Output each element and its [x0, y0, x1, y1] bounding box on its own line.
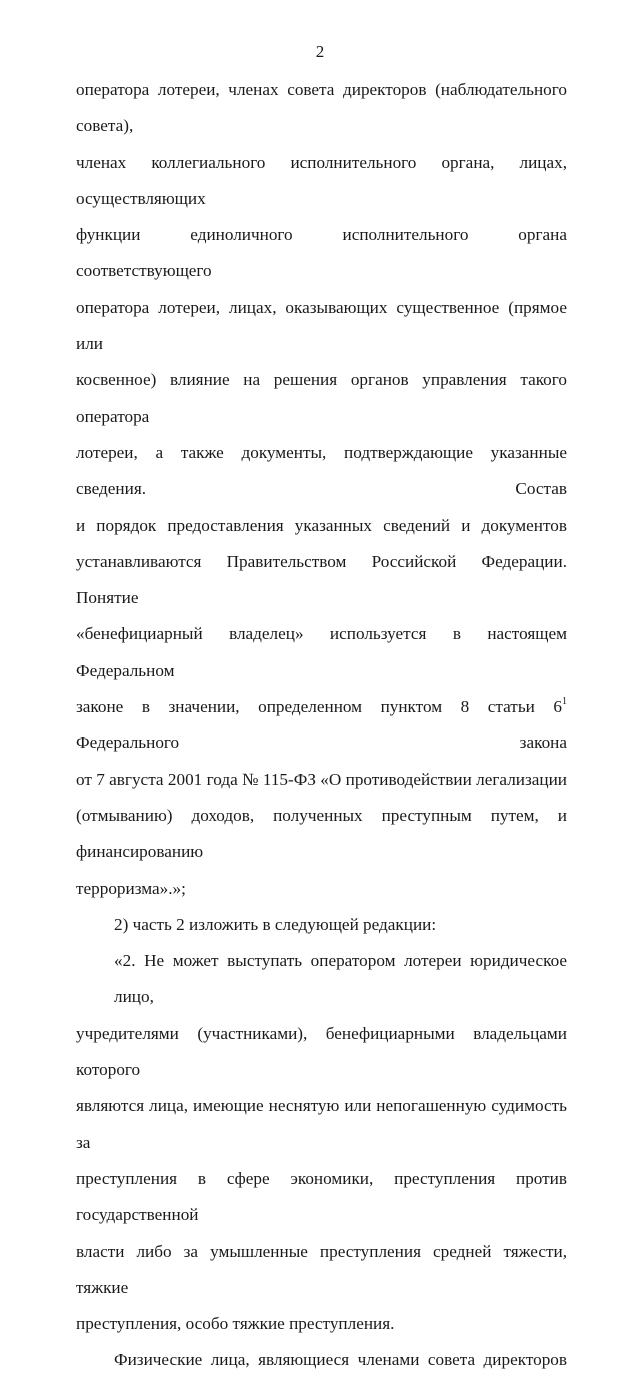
text-line: устанавливаются Правительством Российской Федерации. Понятие [76, 551, 567, 608]
text-line: (отмыванию) доходов, полученных преступным путем, и финансированию [76, 805, 567, 862]
text-line: «бенефициарный владелец» используется в настоящем Федеральном [76, 624, 567, 680]
text-fragment: Федерального закона [76, 733, 567, 753]
text-line: функции единоличного исполнительного органа соответствующего [76, 225, 567, 281]
text-line: лотереи, а также документы, подтверждающие указанные сведения. Состав [76, 442, 567, 499]
text-line: учредителями (участниками), бенефициарными владельцами которого [76, 1023, 567, 1080]
document-body [76, 72, 567, 1379]
text-line: являются лица, имеющие неснятую или непогашенную судимость за [76, 1096, 567, 1152]
text-line: и порядок предоставления указанных сведений и документов [76, 515, 567, 535]
text-line: оператора лотереи, членах совета директоров (наблюдательного совета), [76, 80, 567, 136]
text-line: 2) часть 2 изложить в следующей редакции: [114, 914, 437, 934]
text-line: оператора лотереи, лицах, оказывающих существенное (прямое или [76, 297, 567, 354]
text-line: от 7 августа 2001 года № 115-ФЗ «О противодействии легализации [76, 769, 567, 789]
text-line: косвенное) влияние на решения органов управления такого оператора [76, 370, 567, 426]
text-fragment: законе в значении, определенном пунктом 8 статьи 6 [76, 697, 562, 717]
text-line: власти либо за умышленные преступления средней тяжести, тяжкие [76, 1241, 567, 1297]
text-line: Физические лица, являющиеся членами совета директоров [114, 1350, 567, 1370]
text-line-with-footnote [76, 689, 567, 762]
text-line: преступления, особо тяжкие преступления. [76, 1314, 395, 1334]
page-number: 2 [315, 42, 325, 61]
text-line: «2. Не может выступать оператором лотереи юридическое лицо, [114, 951, 567, 1007]
superscript: 1 [562, 696, 567, 708]
text-line: терроризма».»; [76, 878, 186, 898]
text-line: членах коллегиального исполнительного органа, лицах, осуществляющих [76, 152, 567, 208]
text-line: преступления в сфере экономики, преступления против государственной [76, 1168, 567, 1225]
